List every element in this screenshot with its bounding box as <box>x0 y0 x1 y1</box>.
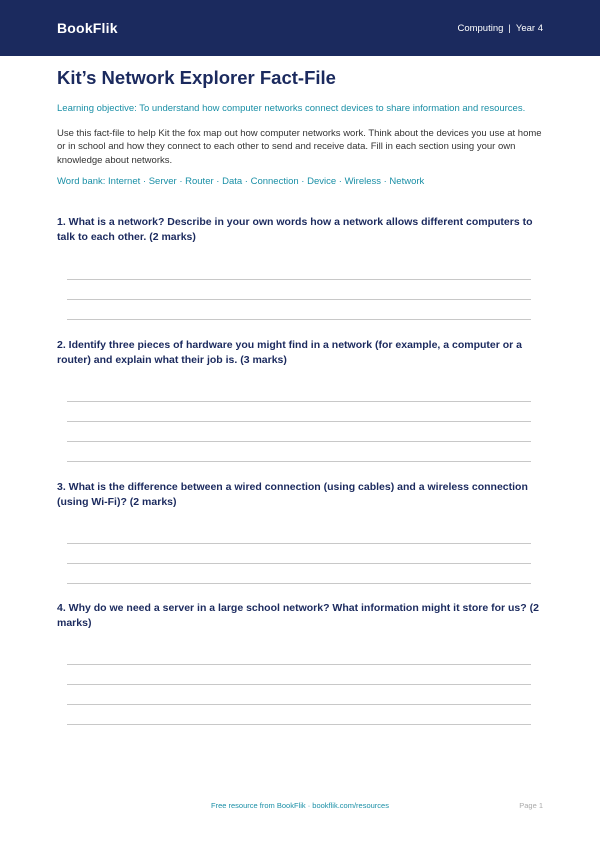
learning-objective: Learning objective: To understand how computer networks connect devices to share information and resources. <box>57 103 526 114</box>
answer-line[interactable] <box>67 664 531 665</box>
question-2 <box>57 338 543 368</box>
footer <box>0 801 600 815</box>
answer-line[interactable] <box>67 441 531 442</box>
footer-link[interactable]: Free resource from BookFlik · bookflik.com/resources <box>211 801 389 810</box>
subject-label: Computing <box>457 22 504 34</box>
page-title: Kit’s Network Explorer Fact-File <box>57 67 336 88</box>
answer-line[interactable] <box>67 543 531 544</box>
worksheet-content <box>57 56 543 189</box>
answer-line[interactable] <box>67 421 531 422</box>
question-3 <box>57 480 543 510</box>
word-bank: Word bank: Internet · Server · Router · Data · Connection · Device · Wireless · Network <box>57 176 425 187</box>
answer-line[interactable] <box>67 299 531 300</box>
question-text: 3. What is the difference between a wired connection (using cables) and a wireless connection (using Wi-Fi)? (2 marks) <box>57 481 528 508</box>
answer-line[interactable] <box>67 401 531 402</box>
question-text: 2. Identify three pieces of hardware you might find in a network (for example, a computer or a router) and explain what their job is. (3 marks) <box>57 339 523 366</box>
question-text: 1. What is a network? Describe in your own words how a network allows different computers to talk to each other. (2 marks) <box>57 216 533 243</box>
answer-line[interactable] <box>67 563 531 564</box>
subject-year-label <box>457 23 543 34</box>
page-number: Page 1 <box>519 801 543 810</box>
answer-line[interactable] <box>67 704 531 705</box>
year-label: Year 4 <box>515 22 543 34</box>
question-4 <box>57 601 543 631</box>
answer-line[interactable] <box>67 319 531 320</box>
answer-line[interactable] <box>67 583 531 584</box>
intro-text: Use this fact-file to help Kit the fox map out how computer networks work. Think about the devices you use at home or in school and how they connect to each other to send and receive data. Fill in each section using your own knowledge about networks. <box>57 127 542 166</box>
answer-line[interactable] <box>67 724 531 725</box>
answer-line[interactable] <box>67 461 531 462</box>
separator: | <box>508 22 511 34</box>
answer-line[interactable] <box>67 684 531 685</box>
answer-line[interactable] <box>67 279 531 280</box>
question-1 <box>57 215 543 245</box>
question-text: 4. Why do we need a server in a large school network? What information might it store for us? (2 marks) <box>57 602 539 629</box>
header-bar <box>0 0 600 56</box>
brand-logo[interactable]: BookFlik <box>57 20 118 36</box>
